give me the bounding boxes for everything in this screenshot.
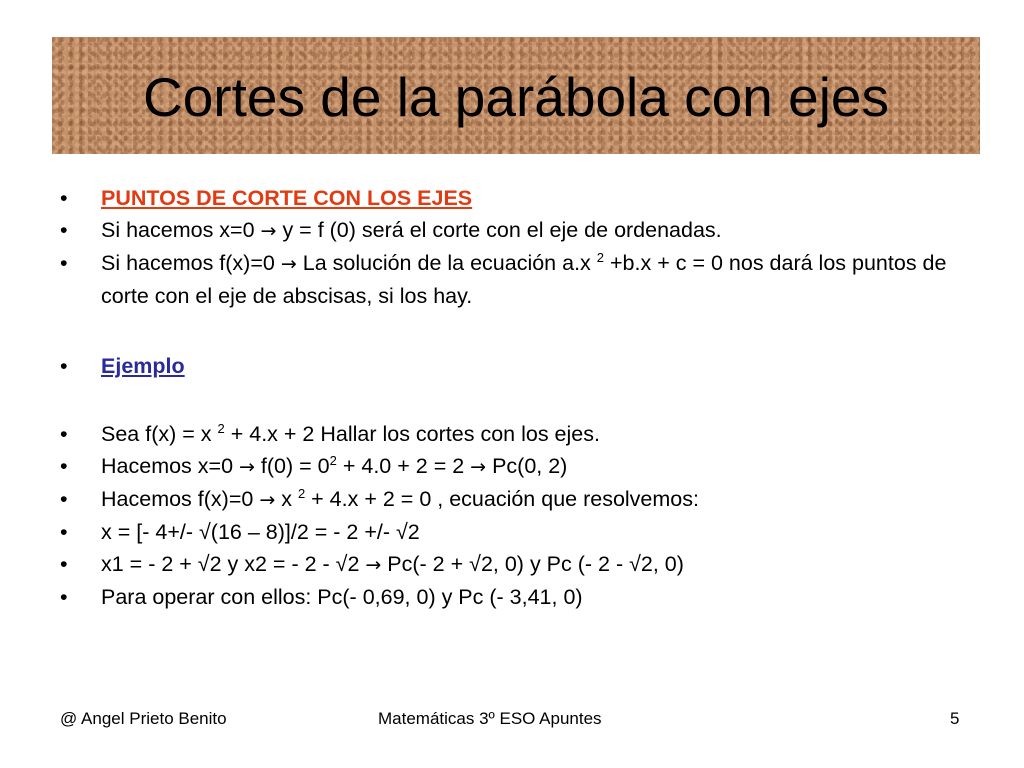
- bullet-item: [60, 548, 980, 581]
- bullet-dot: •: [60, 487, 68, 511]
- section-heading-cut-points: PUNTOS DE CORTE CON LOS EJES: [101, 186, 473, 210]
- bullet-text: +b.x + c = 0 nos dará los puntos de corte con el eje de abscisas, si los hay.: [101, 251, 947, 308]
- bullet-text: + 4.x + 2 = 0 , ecuación que resolvemos:: [305, 487, 699, 511]
- bullet-text: + 4.0 + 2 = 2: [336, 454, 471, 478]
- arrow-icon: →: [365, 554, 382, 576]
- arrow-icon: →: [239, 456, 255, 478]
- bullet-dot: •: [60, 422, 68, 446]
- bullet-text: x = [- 4+/- √(16 – 8)]/2 = - 2 +/- √2: [101, 520, 420, 544]
- bullet-dot: •: [60, 454, 68, 478]
- arrow-icon: →: [470, 456, 487, 478]
- bullet-text: Si hacemos x=0: [101, 218, 261, 242]
- bullet-text: Pc(0, 2): [486, 454, 568, 478]
- bullet-text: Pc(- 2 + √2, 0) y Pc (- 2 - √2, 0): [381, 552, 684, 576]
- slide-title: Cortes de la parábola con ejes: [142, 65, 890, 128]
- bullet-item: [60, 450, 980, 483]
- bullet-item: [60, 516, 980, 548]
- exponent: 2: [329, 453, 337, 468]
- arrow-icon: →: [260, 220, 277, 242]
- bullet-item: [60, 214, 980, 247]
- bullet-dot: •: [60, 354, 68, 378]
- bullet-item: [60, 483, 980, 516]
- exponent: 2: [297, 486, 306, 501]
- bullet-item: [60, 350, 980, 382]
- footer-page-number: 5: [950, 709, 960, 728]
- bullet-text: Para operar con ellos: Pc(- 0,69, 0) y Pc (- 3,41, 0): [101, 585, 583, 609]
- bullet-text: x: [275, 487, 298, 511]
- bullet-item: [60, 247, 980, 312]
- title-banner: [52, 37, 980, 154]
- bullet-dot: •: [60, 186, 68, 210]
- bullet-text: x1 = - 2 + √2 y x2 = - 2 - √2: [101, 552, 366, 576]
- bullet-dot: •: [60, 585, 68, 609]
- bullet-text: y = f (0) será el corte con el eje de ordenadas.: [276, 218, 722, 242]
- bullet-dot: •: [60, 520, 68, 544]
- bullet-text: Sea f(x) = x: [101, 422, 218, 446]
- footer-course: Matemáticas 3º ESO Apuntes: [378, 709, 602, 728]
- bullet-dot: •: [60, 251, 68, 275]
- bullet-text: Hacemos f(x)=0: [101, 487, 260, 511]
- arrow-icon: →: [280, 253, 297, 275]
- footer-author: @ Angel Prieto Benito: [60, 709, 227, 728]
- bullet-item: [60, 581, 980, 613]
- exponent: 2: [217, 421, 225, 436]
- bullet-text: + 4.x + 2 Hallar los cortes con los ejes.: [224, 422, 600, 446]
- exponent: 2: [596, 250, 605, 265]
- bullet-item: [60, 418, 980, 450]
- bullet-text: f(0) = 0: [254, 454, 330, 478]
- bullet-dot: •: [60, 552, 68, 576]
- section-heading-example: Ejemplo: [101, 354, 185, 378]
- bullet-item: [60, 182, 980, 214]
- bullet-text: Si hacemos f(x)=0: [101, 251, 281, 275]
- bullet-dot: •: [60, 218, 68, 242]
- bullet-text: La solución de la ecuación a.x: [296, 251, 597, 275]
- bullet-text: Hacemos x=0: [101, 454, 240, 478]
- arrow-icon: →: [259, 489, 276, 511]
- bullet-list: [60, 182, 980, 613]
